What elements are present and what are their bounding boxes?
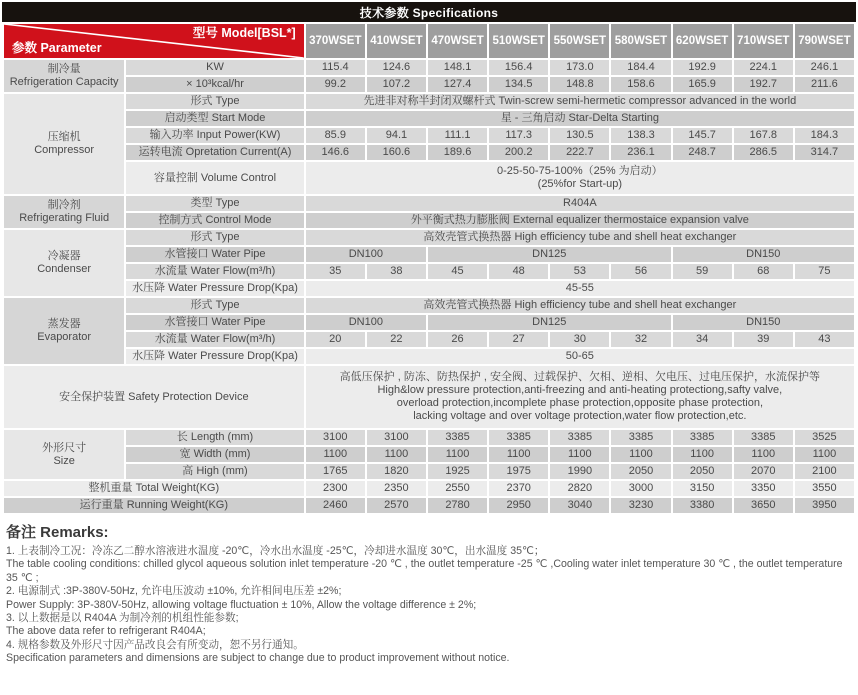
spec-value-cell: 1990 [550,464,609,479]
spec-value-span: 50-65 [306,349,854,364]
row-label-control-mode: 控制方式 Control Mode [126,213,303,228]
spec-value-cell: 53 [550,264,609,279]
row-width [4,447,854,462]
spec-value-cell: 45 [428,264,487,279]
model-column-header: 370WSET [306,24,365,58]
model-column-header: 550WSET [550,24,609,58]
spec-value-cell: 3040 [550,498,609,513]
row-condenser-flow [4,264,854,279]
spec-value-cell: 148.8 [550,77,609,92]
spec-value-cell: 32 [611,332,670,347]
header-row [4,24,854,58]
spec-value-cell: 26 [428,332,487,347]
remark-note: The table cooling conditions: chilled glycol aqueous solution inlet temperature -20 ℃ , the outlet temperature -25 ℃ ,Cooling water inlet temperature 30 ℃ , the outlet temperature 35 ℃ ; [6,558,843,584]
spec-value-cell: 117.3 [489,128,548,143]
row-label-condenser-flow: 水流量 Water Flow(m³/h) [126,264,303,279]
row-label-width: 宽 Width (mm) [126,447,303,462]
spec-value-span: 45-55 [306,281,854,296]
section-label-fluid: 制冷剂 Refrigerating Fluid [4,196,124,228]
remark-note: The above data refer to refrigerant R404A; [6,625,206,638]
spec-value-cell: 22 [367,332,426,347]
spec-value-cell: 184.4 [611,60,670,75]
spec-value-cell: 1100 [306,447,365,462]
spec-value-cell: 1100 [795,447,854,462]
row-operation-current [4,145,854,160]
spec-value-span: 外平衡式热力膨胀阀 External equalizer thermostaice expansion valve [306,213,854,228]
model-column-header: 790WSET [795,24,854,58]
spec-value-cell: 189.6 [428,145,487,160]
row-evaporator-pipe [4,315,854,330]
spec-value-cell: 2070 [734,464,793,479]
remark-note: 1. 上表制冷工况：冷冻乙二醇水溶液进水温度 -20℃，冷水出水温度 -25℃，冷却进水温度 30℃，出水温度 35℃； [6,545,545,557]
spec-value-cell: 173.0 [550,60,609,75]
spec-value-span: DN125 [428,315,671,330]
spec-value-cell: 1100 [428,447,487,462]
spec-value-cell: 222.7 [550,145,609,160]
model-column-header: 470WSET [428,24,487,58]
model-column-header: 620WSET [673,24,732,58]
row-label-volume-control: 容量控制 Volume Control [126,162,303,194]
spec-value-span: R404A [306,196,854,211]
parameter-header-label: 参数 Parameter [12,41,102,55]
spec-value-cell: 2100 [795,464,854,479]
spec-value-cell: 314.7 [795,145,854,160]
row-label-operation-current: 运转电流 Opretation Current(A) [126,145,303,160]
spec-value-cell: 48 [489,264,548,279]
spec-value-cell: 200.2 [489,145,548,160]
remark-note: 4. 规格参数及外形尺寸因产品改良会有所变动，恕不另行通知。 [6,638,304,651]
row-safety-protection [4,366,854,428]
spec-value-cell: 236.1 [611,145,670,160]
spec-value-cell: 2300 [306,481,365,496]
spec-value-cell: 85.9 [306,128,365,143]
row-label-evaporator-pipe: 水管接口 Water Pipe [126,315,303,330]
row-input-power [4,128,854,143]
row-label-evaporator-type: 形式 Type [126,298,303,313]
remark-note: 3. 以上数据是以 R404A 为制冷剂的机组性能参数; [6,612,239,625]
spec-value-cell: 3550 [795,481,854,496]
spec-value-cell: 167.8 [734,128,793,143]
spec-value-cell: 248.7 [673,145,732,160]
row-condenser-type [4,230,854,245]
spec-value-cell: 124.6 [367,60,426,75]
spec-value-cell: 134.5 [489,77,548,92]
model-column-header: 580WSET [611,24,670,58]
spec-value-cell: 2460 [306,498,365,513]
spec-value-cell: 3000 [611,481,670,496]
spec-value-cell: 107.2 [367,77,426,92]
spec-value-cell: 3100 [306,430,365,445]
row-label-running-weight: 运行重量 Running Weight(KG) [4,498,304,513]
header-corner-cell [4,24,304,58]
spec-value-span: 先进非对称半封闭双螺杆式 Twin-screw semi-hermetic compressor advanced in the world [306,94,854,109]
spec-value-span: DN150 [673,315,854,330]
spec-value-cell: 3385 [489,430,548,445]
spec-value-cell: 2050 [611,464,670,479]
spec-value-cell: 184.3 [795,128,854,143]
spec-value-cell: 3385 [734,430,793,445]
spec-value-cell: 1765 [306,464,365,479]
spec-value-cell: 146.6 [306,145,365,160]
remarks-title: 备注 Remarks: [6,524,109,541]
spec-value-span: 星 - 三角启动 Star-Delta Starting [306,111,854,126]
spec-value-cell: 3100 [367,430,426,445]
spec-value-cell: 27 [489,332,548,347]
spec-value-cell: 2550 [428,481,487,496]
spec-value-cell: 158.6 [611,77,670,92]
spec-value-cell: 2370 [489,481,548,496]
spec-value-span: 0-25-50-75-100%（25% 为启动） (25%for Start-up) [306,162,854,194]
section-label-capacity: 制冷量 Refrigeration Capacity [4,60,124,92]
spec-value-cell: 115.4 [306,60,365,75]
row-label-condenser-drop: 水压降 Water Pressure Drop(Kpa) [126,281,303,296]
remarks-section [2,515,856,666]
spec-value-cell: 99.2 [306,77,365,92]
row-control-mode [4,213,854,228]
spec-value-cell: 130.5 [550,128,609,143]
spec-value-cell: 68 [734,264,793,279]
row-label-length: 长 Length (mm) [126,430,303,445]
spec-value-cell: 2570 [367,498,426,513]
row-fluid-type [4,196,854,211]
spec-value-cell: 3385 [611,430,670,445]
row-evaporator-drop [4,349,854,364]
row-label-total-weight: 整机重量 Total Weight(KG) [4,481,304,496]
remark-note: 2. 电源制式 :3P-380V-50Hz, 允许电压波动 ±10%, 允许相间电压差 ±2%; [6,585,342,598]
section-label-compressor: 压缩机 Compressor [4,94,124,194]
row-length [4,430,854,445]
spec-value-cell: 1820 [367,464,426,479]
spec-value-cell: 1100 [550,447,609,462]
model-column-header: 510WSET [489,24,548,58]
row-label-fluid-type: 类型 Type [126,196,303,211]
spec-value-cell: 35 [306,264,365,279]
spec-value-cell: 38 [367,264,426,279]
row-running-weight [4,498,854,513]
row-label-compressor-type: 形式 Type [126,94,303,109]
spec-value-cell: 160.6 [367,145,426,160]
row-label-evaporator-flow: 水流量 Water Flow(m³/h) [126,332,303,347]
remark-note: Power Supply: 3P-380V-50Hz, allowing voltage fluctuation ± 10%, Allow the voltage difference ± 2%; [6,598,477,611]
spec-value-cell: 3650 [734,498,793,513]
section-label-size: 外形尺寸 Size [4,430,124,479]
spec-value-span: DN100 [306,247,426,262]
row-high [4,464,854,479]
remark-note: Specification parameters and dimensions are subject to change due to product improvement without notice. [6,652,510,665]
spec-value-cell: 3150 [673,481,732,496]
row-start-mode [4,111,854,126]
row-label-safety: 安全保护装置 Safety Protection Device [4,366,304,428]
spec-value-cell: 1100 [734,447,793,462]
spec-value-cell: 43 [795,332,854,347]
section-label-evaporator: 蒸发器 Evaporator [4,298,124,364]
spec-value-cell: 1975 [489,464,548,479]
row-label-kw: KW [126,60,303,75]
row-label-high: 高 High (mm) [126,464,303,479]
spec-value-cell: 2050 [673,464,732,479]
spec-value-cell: 1925 [428,464,487,479]
spec-value-cell: 156.4 [489,60,548,75]
spec-value-cell: 34 [673,332,732,347]
row-label-kcal: × 10³kcal/hr [126,77,303,92]
row-condenser-pipe [4,247,854,262]
specifications-table [2,22,856,515]
spec-value-cell: 59 [673,264,732,279]
spec-value-cell: 192.9 [673,60,732,75]
row-capacity-kw [4,60,854,75]
spec-value-cell: 2780 [428,498,487,513]
spec-value-cell: 2350 [367,481,426,496]
model-column-header: 710WSET [734,24,793,58]
section-label-condenser: 冷凝器 Condenser [4,230,124,296]
model-column-header: 410WSET [367,24,426,58]
safety-description: 高低压保护 , 防冻、防热保护 , 安全阀、过载保护、欠相、逆相、欠电压、过电压保护，水流保护等 High&low pressure protection,anti-freezing and anti-heating protectiong,safty valve, overload protection,incomplete phase protection,opposite phase protection, lacking voltage and over voltage protection,water flow protection,etc. [306,366,854,428]
row-label-evaporator-drop: 水压降 Water Pressure Drop(Kpa) [126,349,303,364]
spec-value-span: DN100 [306,315,426,330]
spec-value-cell: 39 [734,332,793,347]
spec-value-cell: 3950 [795,498,854,513]
spec-value-cell: 246.1 [795,60,854,75]
row-evaporator-type [4,298,854,313]
spec-value-cell: 3380 [673,498,732,513]
model-header-label: 型号 Model[BSL*] [192,26,296,40]
spec-value-cell: 20 [306,332,365,347]
spec-value-cell: 3385 [428,430,487,445]
spec-value-cell: 94.1 [367,128,426,143]
spec-value-cell: 2950 [489,498,548,513]
row-volume-control [4,162,854,194]
spec-value-cell: 145.7 [673,128,732,143]
row-capacity-kcal [4,77,854,92]
spec-value-cell: 138.3 [611,128,670,143]
row-label-start-mode: 启动类型 Start Mode [126,111,303,126]
spec-value-cell: 2820 [550,481,609,496]
spec-value-cell: 192.7 [734,77,793,92]
row-total-weight [4,481,854,496]
spec-value-cell: 1100 [489,447,548,462]
page-title: 技术参数 Specifications [359,5,499,20]
spec-value-cell: 3350 [734,481,793,496]
spec-value-cell: 56 [611,264,670,279]
row-label-input-power: 输入功率 Input Power(KW) [126,128,303,143]
spec-value-cell: 1100 [611,447,670,462]
spec-value-cell: 3385 [673,430,732,445]
spec-value-cell: 211.6 [795,77,854,92]
spec-value-cell: 148.1 [428,60,487,75]
row-compressor-type [4,94,854,109]
row-label-condenser-pipe: 水管接口 Water Pipe [126,247,303,262]
spec-value-cell: 224.1 [734,60,793,75]
spec-value-cell: 1100 [367,447,426,462]
spec-value-span: DN150 [673,247,854,262]
row-label-condenser-type: 形式 Type [126,230,303,245]
spec-value-span: 高效壳管式换热器 High efficiency tube and shell heat exchanger [306,298,854,313]
spec-value-cell: 3230 [611,498,670,513]
spec-value-span: 高效壳管式换热器 High efficiency tube and shell heat exchanger [306,230,854,245]
spec-value-cell: 111.1 [428,128,487,143]
title-bar [2,2,856,22]
spec-value-cell: 286.5 [734,145,793,160]
spec-value-cell: 75 [795,264,854,279]
row-condenser-drop [4,281,854,296]
spec-value-span: DN125 [428,247,671,262]
spec-value-cell: 165.9 [673,77,732,92]
row-evaporator-flow [4,332,854,347]
spec-value-cell: 1100 [673,447,732,462]
spec-value-cell: 127.4 [428,77,487,92]
spec-value-cell: 3525 [795,430,854,445]
spec-value-cell: 30 [550,332,609,347]
spec-value-cell: 3385 [550,430,609,445]
